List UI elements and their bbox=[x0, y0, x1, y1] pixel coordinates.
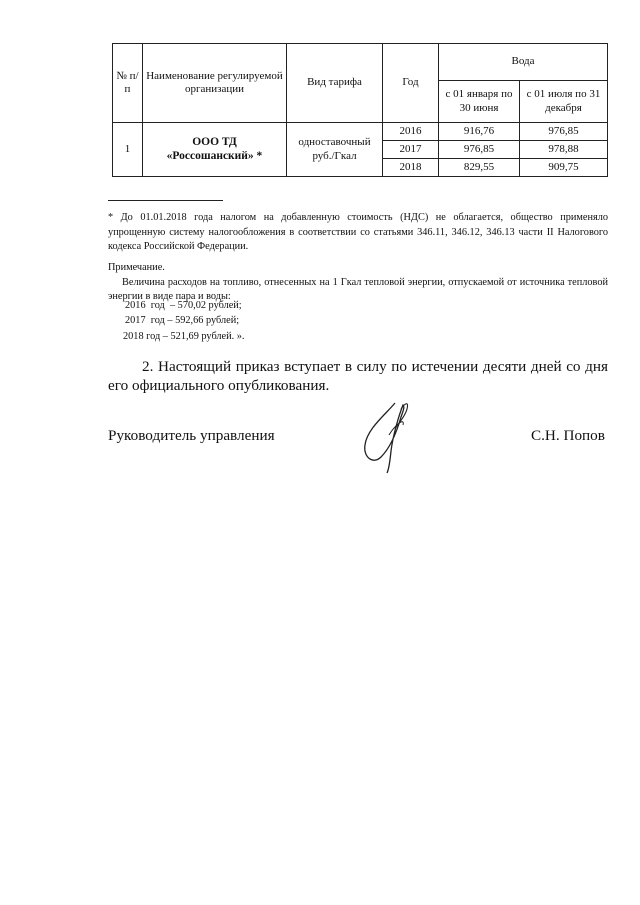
year-cell: 2016 bbox=[383, 123, 439, 141]
footnote: * До 01.01.2018 года налогом на добавленную стоимость (НДС) не облагается, общество применяло упрощенную систему налогообложения в соответствии со статьями 346.11, 346.12, 346.13 части II Налогового кодекса Российской Федерации. bbox=[108, 212, 608, 252]
year-cell: 2018 bbox=[383, 159, 439, 177]
value-cell: 909,75 bbox=[520, 159, 608, 177]
header-tariff: Вид тарифа bbox=[287, 44, 383, 123]
header-year: Год bbox=[383, 44, 439, 123]
tariff-type bbox=[287, 123, 383, 177]
header-org: Наименование регулируемой организации bbox=[143, 44, 287, 123]
org-name-line1: ООО ТД bbox=[192, 135, 237, 148]
year-cell: 2017 bbox=[383, 141, 439, 159]
footnote-divider bbox=[108, 200, 223, 201]
value-cell: 978,88 bbox=[520, 141, 608, 159]
value-cell: 829,55 bbox=[439, 159, 520, 177]
header-period-2: с 01 июля по 31 декабря bbox=[520, 81, 608, 123]
header-num: № п/п bbox=[113, 44, 143, 123]
tariff-type-line1: одноставочный bbox=[298, 136, 371, 149]
org-name bbox=[143, 123, 287, 177]
note-line-2017: 2017 год – 592,66 рублей; bbox=[125, 315, 240, 326]
note-title: Примечание. bbox=[108, 262, 165, 273]
org-name-line2: «Россошанский» * bbox=[166, 149, 263, 162]
tariff-type-line2: руб./Гкал bbox=[312, 149, 357, 162]
header-water: Вода bbox=[439, 44, 608, 81]
signatory-position: Руководитель управления bbox=[108, 427, 275, 444]
signatory-name: С.Н. Попов bbox=[531, 427, 605, 444]
note-text: Величина расходов на топливо, отнесенных на 1 Гкал тепловой энергии, отпускаемой от источника тепловой энергии в виде пара и воды: bbox=[108, 277, 608, 302]
value-cell: 916,76 bbox=[439, 123, 520, 141]
note-line-2018: 2018 год – 521,69 рублей. ». bbox=[123, 331, 245, 342]
row-number: 1 bbox=[113, 123, 143, 177]
header-period-1: с 01 января по 30 июня bbox=[439, 81, 520, 123]
order-paragraph: 2. Настоящий приказ вступает в силу по истечении десяти дней со дня его официального опубликования. bbox=[108, 358, 608, 394]
handwritten-signature bbox=[345, 395, 425, 475]
tariff-table bbox=[112, 43, 608, 177]
value-cell: 976,85 bbox=[520, 123, 608, 141]
value-cell: 976,85 bbox=[439, 141, 520, 159]
note-line-2016: 2016 год – 570,02 рублей; bbox=[125, 300, 242, 311]
